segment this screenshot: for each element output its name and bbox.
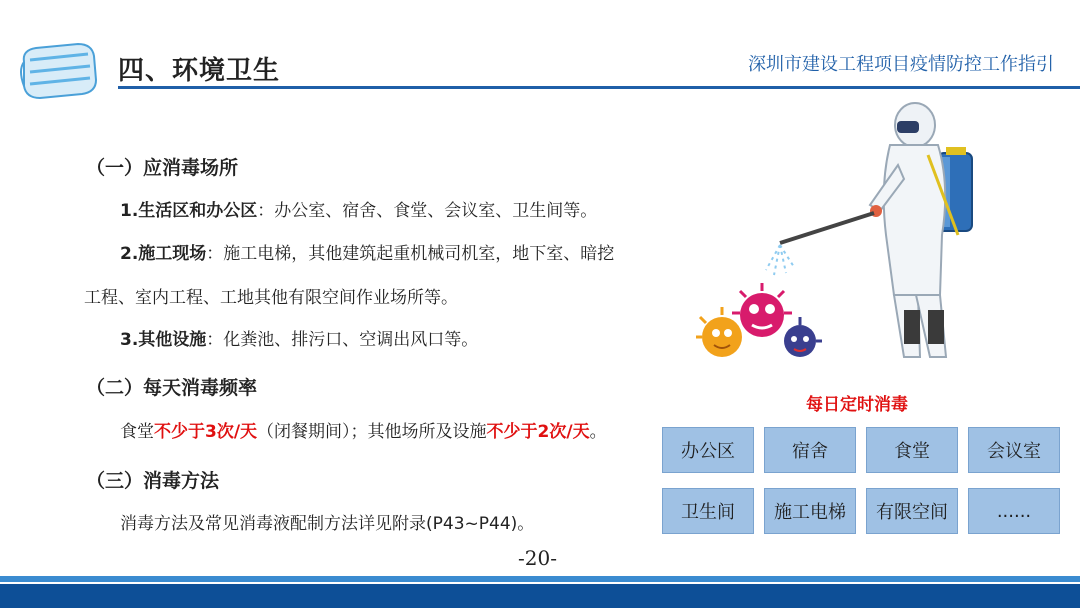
section3-heading: （三）消毒方法	[86, 470, 220, 492]
place-cell: 会议室	[968, 427, 1060, 473]
footer-stripe-dark	[0, 584, 1080, 608]
virus-icon	[696, 283, 822, 357]
place-cell: 施工电梯	[764, 488, 856, 534]
section1-item-1	[120, 197, 597, 225]
document-title: 深圳市建设工程项目疫情防控工作指引	[748, 54, 1054, 75]
text-part: 。	[589, 422, 607, 442]
place-cell: 有限空间	[866, 488, 958, 534]
item-label: 3.其他设施	[120, 330, 207, 350]
place-cell: 食堂	[866, 427, 958, 473]
place-cell: 办公区	[662, 427, 754, 473]
place-cell: ......	[968, 488, 1060, 534]
section2-frequency-text	[120, 418, 607, 446]
header-divider	[118, 86, 1080, 89]
item-label: 1.生活区和办公区	[120, 201, 258, 221]
page-title: 四、环境卫生	[118, 56, 281, 86]
section1-item-2	[120, 240, 614, 268]
page-number: -20-	[518, 546, 557, 570]
item-text: ：化粪池、排污口、空调出风口等。	[206, 330, 479, 350]
section1-item-3	[120, 326, 478, 354]
item-label: 2.施工现场	[120, 244, 207, 264]
place-cell: 卫生间	[662, 488, 754, 534]
footer-stripe-light	[0, 576, 1080, 582]
section3-text: 消毒方法及常见消毒液配制方法详见附录(P43~P44)。	[120, 514, 535, 534]
text-part: 食堂	[120, 422, 154, 442]
place-cell: 宿舍	[764, 427, 856, 473]
highlight-canteen: 不少于3次/天	[154, 422, 258, 442]
disinfection-worker-illustration	[690, 95, 990, 370]
section2-heading: （二）每天消毒频率	[86, 377, 258, 399]
mask-logo-icon	[18, 40, 100, 102]
text-part: （闭餐期间）；其他场所及设施	[257, 422, 487, 442]
section1-heading: （一）应消毒场所	[86, 157, 239, 179]
highlight-others: 不少于2次/天	[486, 422, 590, 442]
section1-item-2-continued: 工程、室内工程、工地其他有限空间作业场所等。	[84, 288, 458, 308]
item-text: ：施工电梯，其他建筑起重机械司机室，地下室、暗挖	[206, 244, 615, 264]
figure-caption: 每日定时消毒	[806, 395, 908, 415]
item-text: ：办公室、宿舍、食堂、会议室、卫生间等。	[257, 201, 598, 221]
